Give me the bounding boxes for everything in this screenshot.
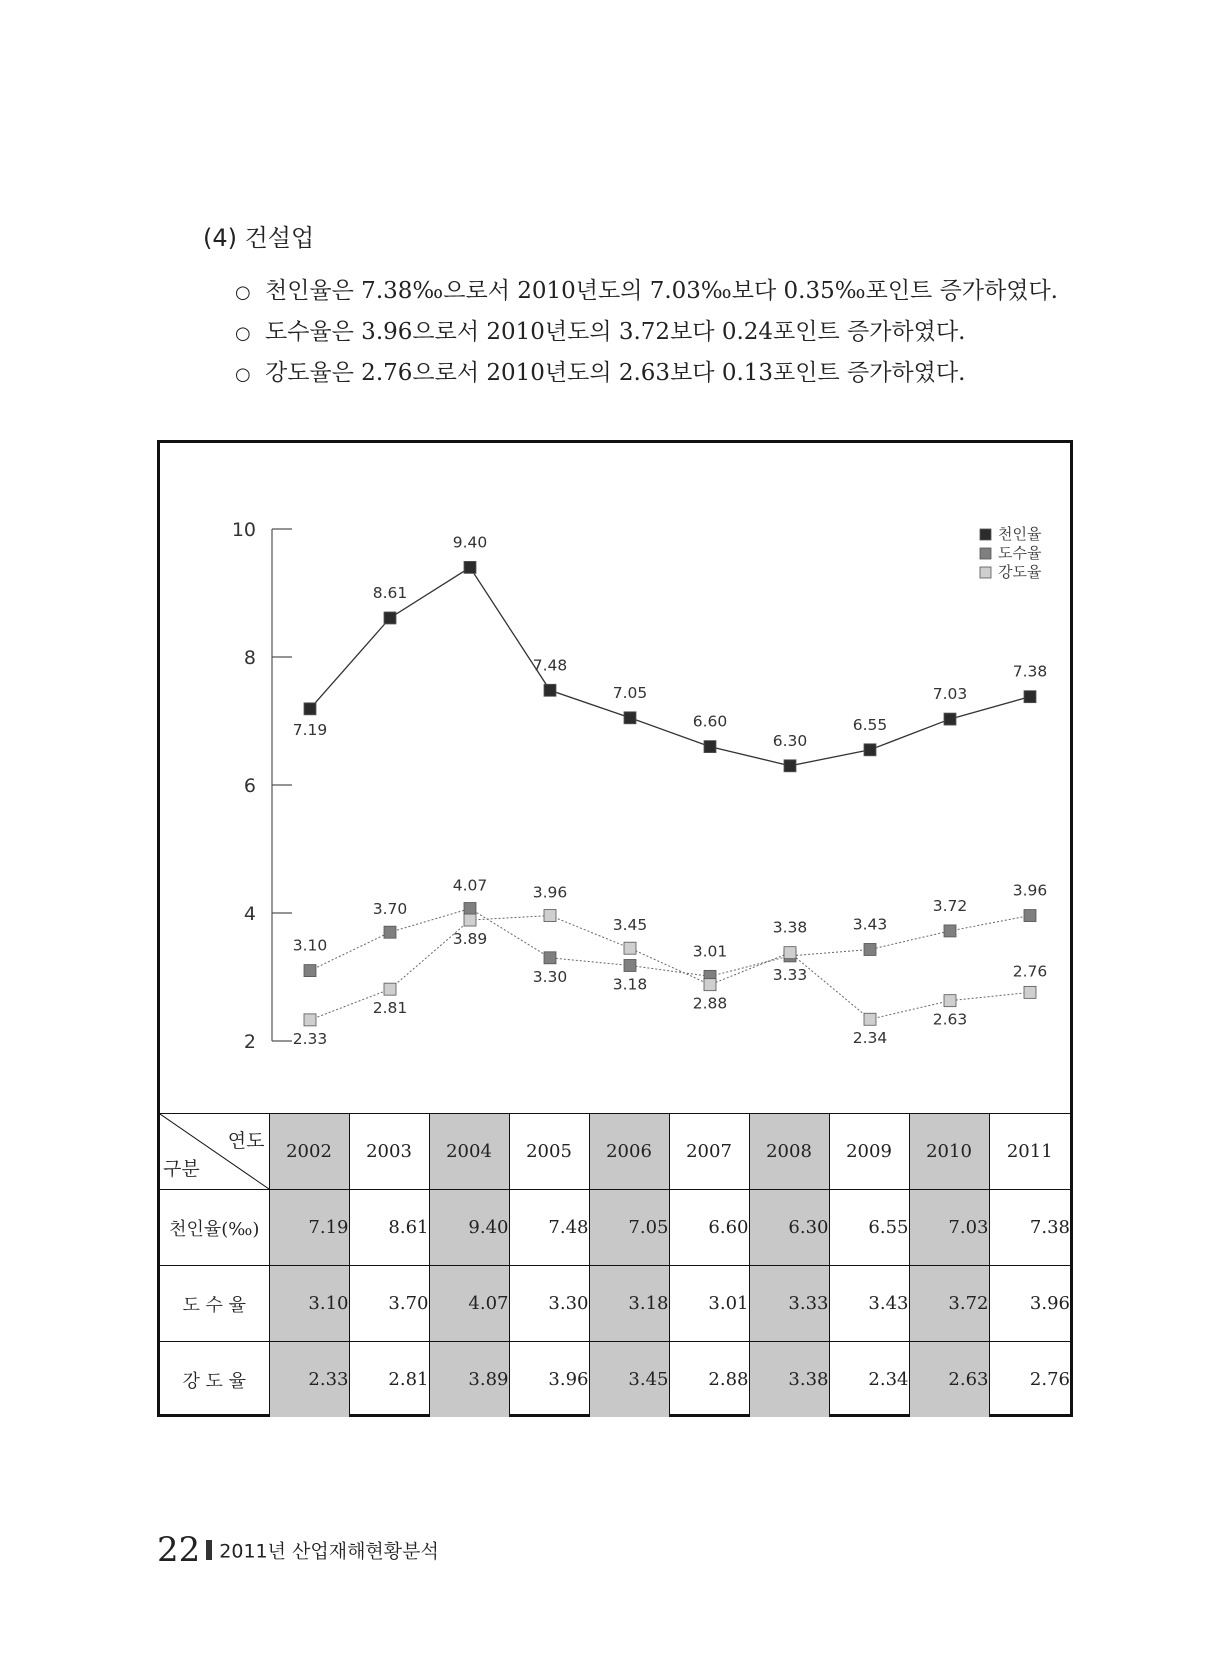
table-cell: 9.40 [429,1190,509,1266]
data-point [864,1013,876,1025]
data-label: 3.96 [532,883,568,902]
summary-item [235,276,1058,317]
data-label: 6.60 [692,712,728,731]
table-cell: 3.43 [829,1266,909,1342]
legend-label: 강도율 [998,563,1042,581]
data-label: 7.05 [612,683,648,702]
data-label: 2.33 [292,1029,328,1048]
section-heading: (4) 건설업 [203,224,315,252]
y-tick-label: 6 [243,775,256,797]
table-row [160,1266,1070,1342]
data-point [784,760,796,772]
year-header: 2010 [909,1114,989,1190]
data-point [1024,691,1036,703]
y-tick-label: 4 [243,903,256,925]
data-label: 3.10 [292,936,328,955]
table-cell: 7.03 [909,1190,989,1266]
legend-swatch [980,529,991,540]
legend-swatch [980,567,991,578]
data-label: 2.34 [852,1029,888,1048]
year-header: 2008 [749,1114,829,1190]
bullet-circle-icon: ○ [235,323,251,344]
table-cell: 8.61 [349,1190,429,1266]
data-point [944,925,956,937]
data-label: 3.45 [612,916,648,935]
data-label: 7.19 [292,720,328,739]
data-point [384,983,396,995]
data-point [304,965,316,977]
year-header: 2002 [269,1114,349,1190]
table-cell: 3.96 [509,1342,589,1418]
data-label: 6.30 [772,731,808,750]
data-point [464,903,476,915]
summary-list [235,276,1058,399]
row-label: 강 도 율 [160,1342,269,1418]
table-cell: 3.38 [749,1342,829,1418]
data-label: 3.70 [372,900,408,919]
series-line-강도율 [310,916,1030,1020]
data-label: 7.38 [1012,662,1048,681]
y-tick-label: 8 [243,647,256,669]
data-label: 3.30 [532,967,568,986]
data-label: 9.40 [452,533,488,552]
table-cell: 3.72 [909,1266,989,1342]
corner-category-label: 구분 [163,1158,200,1180]
data-point [1024,986,1036,998]
summary-text: 도수율은 3.96으로서 2010년도의 3.72보다 0.24포인트 증가하였다. [265,319,966,345]
table-cell: 2.34 [829,1342,909,1418]
data-label: 6.55 [852,715,888,734]
table-cell: 4.07 [429,1266,509,1342]
table-cell: 3.18 [589,1266,669,1342]
table-cell: 2.63 [909,1342,989,1418]
page-footer [157,1530,439,1570]
data-point [704,979,716,991]
legend-label: 도수율 [998,544,1042,562]
table-cell: 2.33 [269,1342,349,1418]
data-point [704,741,716,753]
summary-item [235,317,1058,358]
table-cell: 7.19 [269,1190,349,1266]
data-point [864,943,876,955]
table-cell: 7.48 [509,1190,589,1266]
data-point [544,684,556,696]
data-point [304,703,316,715]
year-header: 2003 [349,1114,429,1190]
y-tick-label: 10 [231,519,256,541]
footer-divider [206,1540,212,1560]
corner-year-label: 연도 [227,1130,265,1152]
table-cell: 6.60 [669,1190,749,1266]
year-header: 2007 [669,1114,749,1190]
data-point [384,926,396,938]
data-point [544,910,556,922]
data-label: 3.89 [452,930,488,949]
data-point [464,561,476,573]
summary-text: 천인율은 7.38‰으로서 2010년도의 7.03‰보다 0.35‰포인트 증가하였다. [265,278,1058,304]
data-label: 8.61 [372,583,408,602]
year-header: 2006 [589,1114,669,1190]
row-label: 천인율(‰) [160,1190,269,1266]
year-header: 2009 [829,1114,909,1190]
data-point [944,713,956,725]
data-label: 3.38 [772,918,808,937]
data-label: 3.43 [852,915,888,934]
table-cell: 7.38 [989,1190,1070,1266]
table-cell: 3.45 [589,1342,669,1418]
data-label: 2.81 [372,999,408,1018]
bullet-circle-icon: ○ [235,364,251,385]
table-cell: 3.01 [669,1266,749,1342]
data-point [624,942,636,954]
table-header-row [160,1114,1070,1190]
year-header: 2004 [429,1114,509,1190]
table-cell: 3.96 [989,1266,1070,1342]
chart-frame [157,440,1073,1417]
data-label: 2.88 [692,994,728,1013]
data-label: 7.48 [532,656,568,675]
table-row [160,1342,1070,1418]
data-point [944,995,956,1007]
data-label: 3.18 [612,975,648,994]
year-header: 2011 [989,1114,1070,1190]
table-cell: 3.89 [429,1342,509,1418]
table-cell: 3.10 [269,1266,349,1342]
data-point [864,744,876,756]
table-cell: 6.55 [829,1190,909,1266]
table-cell: 2.81 [349,1342,429,1418]
data-label: 2.76 [1012,962,1048,981]
line-chart [160,443,1070,1113]
table-cell: 3.33 [749,1266,829,1342]
series-line-천인율 [310,567,1030,765]
y-tick-label: 2 [243,1031,256,1053]
data-point [304,1014,316,1026]
table-cell: 2.76 [989,1342,1070,1418]
data-point [544,952,556,964]
table-corner-cell [160,1114,269,1190]
data-label: 3.72 [932,896,968,915]
data-point [384,612,396,624]
table-cell: 3.30 [509,1266,589,1342]
row-label: 도 수 율 [160,1266,269,1342]
data-label: 2.63 [932,1010,968,1029]
data-table [160,1113,1070,1417]
data-point [784,947,796,959]
legend-label: 천인율 [998,525,1042,543]
year-header: 2005 [509,1114,589,1190]
data-point [624,959,636,971]
table-row [160,1190,1070,1266]
data-point [624,712,636,724]
page-number: 22 [157,1530,201,1570]
data-point [464,914,476,926]
bullet-circle-icon: ○ [235,282,251,303]
summary-item [235,358,1058,399]
data-label: 3.01 [692,942,728,961]
data-label: 7.03 [932,685,968,704]
table-cell: 6.30 [749,1190,829,1266]
data-label: 3.33 [772,965,808,984]
legend-swatch [980,548,991,559]
footer-title: 2011년 산업재해현황분석 [219,1540,439,1563]
summary-text: 강도율은 2.76으로서 2010년도의 2.63보다 0.13포인트 증가하였다. [265,360,966,386]
table-cell: 3.70 [349,1266,429,1342]
data-point [1024,910,1036,922]
table-cell: 7.05 [589,1190,669,1266]
data-label: 3.96 [1012,881,1048,900]
table-cell: 2.88 [669,1342,749,1418]
data-label: 4.07 [452,876,488,895]
